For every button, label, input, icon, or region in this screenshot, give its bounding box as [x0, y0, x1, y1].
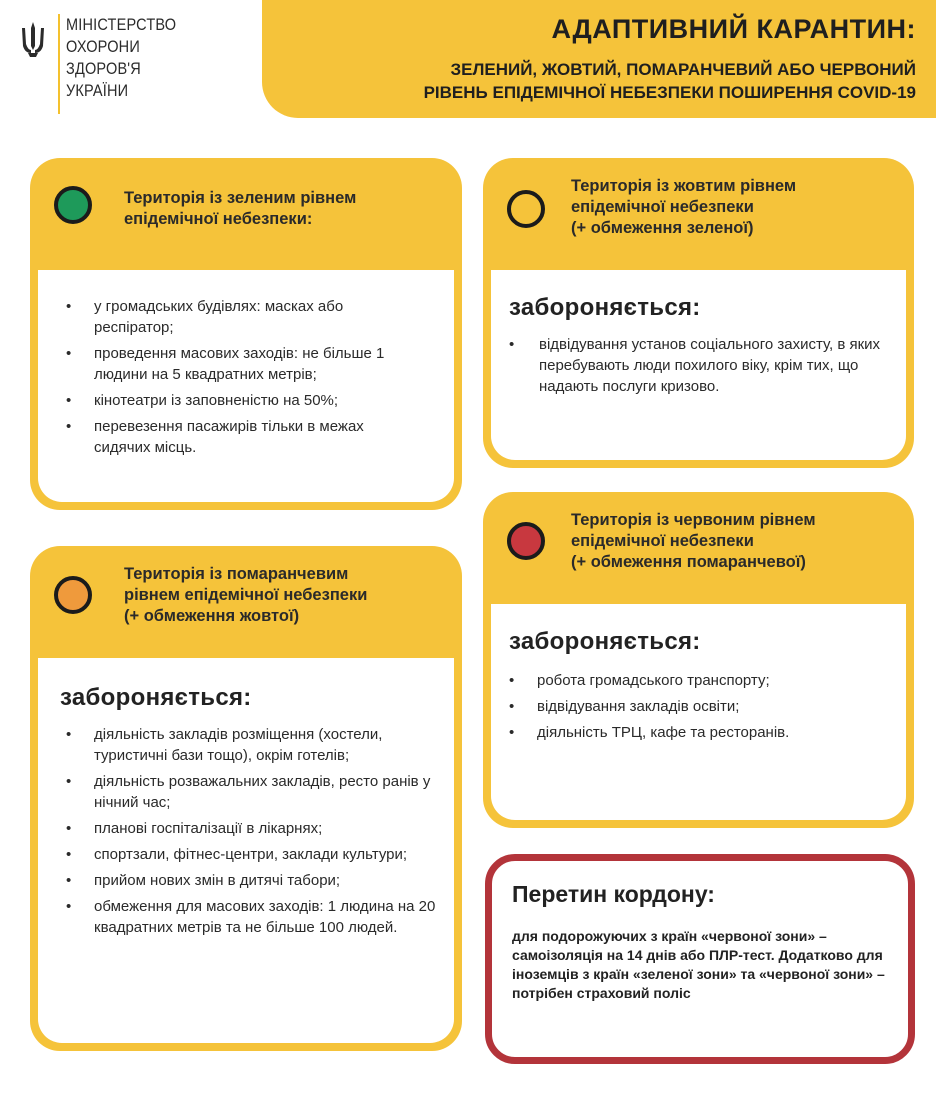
page-subtitle: [424, 58, 916, 104]
yellow-level-indicator: [507, 190, 545, 228]
list-item: • діяльність закладів розміщення (хостели, туристичні бази тощо), окрім готелів;: [64, 724, 439, 766]
yellow-level-card: [483, 158, 914, 468]
red-level-indicator: [507, 522, 545, 560]
title-line: рівнем епідемічної небезпеки: [124, 586, 368, 604]
ministry-name: [66, 14, 176, 102]
forbidden-heading: забороняється:: [509, 628, 701, 655]
list-item: • відвідування установ соціального захисту, в яких перебувають люди похилого віку, крім тих, що надають послуги кризово.: [507, 334, 897, 397]
border-crossing-text: для подорожуючих з країн «червоної зони» – самоізоляція на 14 днів або ПЛР-тест. Додатково для іноземців з країн «зеленої зони» та «червоної зони» – потрібен страховий поліс: [512, 928, 885, 1001]
yellow-level-title: [571, 176, 796, 239]
title-line: епідемічної небезпеки:: [124, 210, 313, 228]
list-item: • спортзали, фітнес-центри, заклади культури;: [64, 844, 439, 865]
title-line: Територія із червоним рівнем: [571, 511, 816, 529]
list-item: • у громадських будівлях: масках або респіратор;: [64, 296, 414, 338]
list-item: • обмеження для масових заходів: 1 людина на 20 квадратних метрів та не більше 100 людей.: [64, 896, 439, 938]
title-line: Територія із зеленим рівнем: [124, 189, 357, 207]
yellow-level-body: [491, 270, 906, 460]
green-level-list: [64, 296, 414, 463]
title-line: (+ обмеження помаранчевої): [571, 553, 806, 571]
ministry-logo: [20, 14, 220, 114]
title-line: епідемічної небезпеки: [571, 198, 754, 216]
forbidden-heading: забороняється:: [60, 684, 252, 711]
green-level-card: [30, 158, 462, 510]
trident-icon: [20, 20, 46, 58]
ministry-name-line: МІНІСТЕРСТВО: [66, 16, 177, 34]
list-item: • відвідування закладів освіти;: [507, 696, 897, 717]
red-level-list: [507, 670, 897, 748]
subtitle-line: РІВЕНЬ ЕПІДЕМІЧНОЇ НЕБЕЗПЕКИ ПОШИРЕННЯ COVID-19: [423, 83, 916, 102]
list-item: • прийом нових змін в дитячі табори;: [64, 870, 439, 891]
orange-level-body: [38, 658, 454, 1043]
list-item: • діяльність ТРЦ, кафе та ресторанів.: [507, 722, 897, 743]
green-level-indicator: [54, 186, 92, 224]
red-level-card: [483, 492, 914, 828]
ministry-name-line: ЗДОРОВ'Я: [66, 60, 141, 78]
page-title: АДАПТИВНИЙ КАРАНТИН:: [551, 14, 916, 44]
list-item: • планові госпіталізації в лікарнях;: [64, 818, 439, 839]
orange-level-indicator: [54, 576, 92, 614]
ministry-name-line: УКРАЇНИ: [66, 82, 129, 100]
ministry-name-line: ОХОРОНИ: [66, 38, 140, 56]
green-level-title: [124, 188, 356, 230]
title-line: (+ обмеження зеленої): [571, 219, 754, 237]
title-line: епідемічної небезпеки: [571, 532, 754, 550]
subtitle-line: ЗЕЛЕНИЙ, ЖОВТИЙ, ПОМАРАНЧЕВИЙ АБО ЧЕРВОНИЙ: [450, 60, 916, 79]
green-level-body: [38, 270, 454, 502]
list-item: • робота громадського транспорту;: [507, 670, 897, 691]
orange-level-list: [64, 724, 439, 943]
orange-level-card: [30, 546, 462, 1051]
logo-divider: [58, 14, 60, 114]
title-line: (+ обмеження жовтої): [124, 607, 300, 625]
red-level-title: [571, 510, 816, 573]
forbidden-heading: забороняється:: [509, 294, 701, 321]
title-line: Територія із жовтим рівнем: [571, 177, 797, 195]
list-item: • проведення масових заходів: не більше 1 людини на 5 квадратних метрів;: [64, 343, 414, 385]
title-line: Територія із помаранчевим: [124, 565, 349, 583]
red-level-body: [491, 604, 906, 820]
list-item: • перевезення пасажирів тільки в межах сидячих місць.: [64, 416, 414, 458]
yellow-level-list: [507, 334, 897, 402]
header-banner: [262, 0, 936, 118]
border-crossing-title: Перетин кордону:: [512, 881, 715, 907]
border-crossing-card: [485, 854, 915, 1064]
list-item: • кінотеатри із заповненістю на 50%;: [64, 390, 414, 411]
list-item: • діяльність розважальних закладів, ресто ранів у нічний час;: [64, 771, 439, 813]
orange-level-title: [124, 564, 367, 627]
